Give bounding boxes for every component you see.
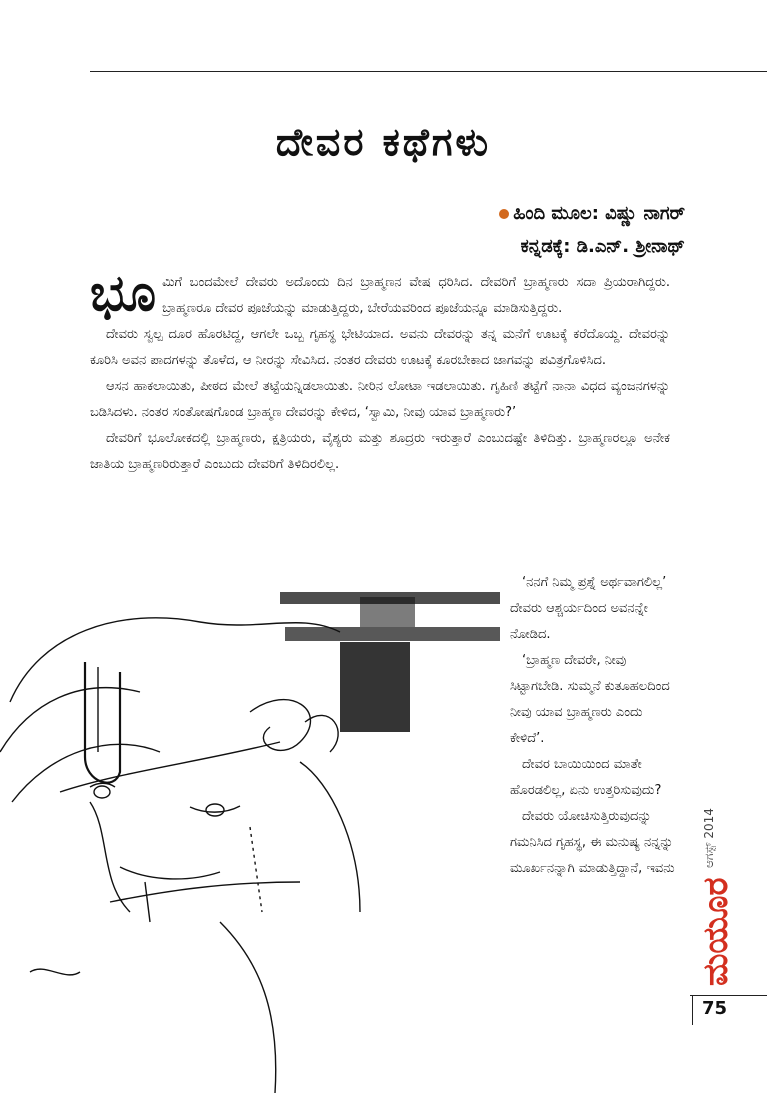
side-paragraph-2: ‘ಬ್ರಾಹ್ಮಣ ದೇವರೇ, ನೀವು ಸಿಟ್ಟಾಗಬೇಡಿ. ಸುಮ್ಮನೆ ಕುತೂಹಲದಿಂದ ನೀವು ಯಾವ ಬ್ರಾಹ್ಮಣರು ಎಂದು ಕೇಳಿದೆ’.	[510, 653, 670, 746]
magazine-logo	[687, 800, 743, 990]
article-credits	[499, 197, 685, 263]
bullet-icon	[499, 209, 509, 219]
paragraph-1-text: ಮಿಗೆ ಬಂದಮೇಲೆ ದೇವರು ಅದೊಂದು ದಿನ ಬ್ರಾಹ್ಮಣನ ವೇಷ ಧರಿಸಿದ. ದೇವರಿಗೆ ಬ್ರಾಹ್ಮಣರು ಸದಾ ಪ್ರಿಯರಾಗಿದ್ದರು. ಬ್ರಾಹ್ಮಣರೂ ದೇವರ ಪೂಜೆಯನ್ನು ಮಾಡುತ್ತಿದ್ದರು, ಬೇರೆಯವರಿಂದ ಪೂಜೆಯನ್ನೂ ಮಾಡಿಸುತ್ತಿದ್ದರು.	[162, 275, 670, 316]
sketch-illustration	[0, 582, 508, 1093]
credit-source-line	[499, 197, 685, 230]
side-column	[510, 570, 678, 882]
paragraph-4: ದೇವರಿಗೆ ಭೂಲೋಕದಲ್ಲಿ ಬ್ರಾಹ್ಮಣರು, ಕ್ಷತ್ರಿಯರು, ವೈಶ್ಯರು ಮತ್ತು ಶೂದ್ರರು ಇರುತ್ತಾರೆ ಎಂಬುದಷ್ಟೇ ತಿಳಿದಿತ್ತು. ಬ್ರಾಹ್ಮಣರಲ್ಲೂ ಅನೇಕ ಜಾತಿಯ ಬ್ರಾಹ್ಮಣರಿರುತ್ತಾರೆ ಎಂಬುದು ದೇವರಿಗೆ ತಿಳಿದಿರಲಿಲ್ಲ.	[90, 431, 670, 472]
article-title: ದೇವರ ಕಥೆಗಳು	[275, 120, 492, 165]
side-paragraph-3: ದೇವರ ಬಾಯಿಯಿಂದ ಮಾತೇ ಹೊರಡಲಿಲ್ಲ, ಏನು ಉತ್ತರಿಸುವುದು?	[510, 757, 662, 798]
side-paragraph-4: ದೇವರು ಯೋಚಿಸುತ್ತಿರುವುದನ್ನು ಗಮನಿಸಿದ ಗೃಹಸ್ಥ, ಈ ಮನುಷ್ಯ ನನ್ನನ್ನು ಮೂರ್ಖನನ್ನಾಗಿ ಮಾಡುತ್ತಿದ್ದಾನೆ, ಇವನು	[510, 809, 675, 876]
footer-divider	[692, 995, 693, 1025]
page-number: 75	[702, 998, 728, 1019]
credit-source: ಹಿಂದಿ ಮೂಲ: ವಿಷ್ಣು ನಾಗರ್	[513, 203, 685, 224]
paragraph-2: ದೇವರು ಸ್ವಲ್ಪ ದೂರ ಹೊರಟಿದ್ದ, ಆಗಲೇ ಒಬ್ಬ ಗೃಹಸ್ಥ ಭೇಟಿಯಾದ. ಅವನು ದೇವರನ್ನು ತನ್ನ ಮನೆಗೆ ಊಟಕ್ಕೆ ಕರೆದೊಯ್ದ. ದೇವರನ್ನು ಕೂರಿಸಿ ಅವನ ಪಾದಗಳನ್ನು ತೊಳೆದ, ಆ ನೀರನ್ನು ಸೇವಿಸಿದ. ನಂತರ ದೇವರು ಊಟಕ್ಕೆ ಕೂರಬೇಕಾದ ಜಾಗವನ್ನು ಪವಿತ್ರಗೊಳಿಸಿದ.	[90, 327, 670, 368]
magazine-logo-text: ಮಯೂರ	[696, 877, 736, 986]
footer-rule	[690, 995, 767, 996]
article-body	[90, 264, 670, 478]
side-paragraph-1: ‘ನನಗೆ ನಿಮ್ಮ ಪ್ರಶ್ನೆ ಅರ್ಥವಾಗಲಿಲ್ಲ’ ದೇವರು ಆಶ್ಚರ್ಯದಿಂದ ಅವನನ್ನೇ ನೋಡಿದ.	[510, 575, 667, 642]
top-rule	[90, 71, 767, 72]
paragraph-1	[90, 264, 670, 322]
issue-year: 2014	[702, 808, 716, 839]
issue-month: ಆಗಸ್ಟ್	[702, 842, 716, 868]
drop-cap: ಭೂ	[90, 264, 157, 322]
paragraph-3: ಆಸನ ಹಾಕಲಾಯಿತು, ಪೀಠದ ಮೇಲೆ ತಟ್ಟೆಯನ್ನಿಡಲಾಯಿತು. ನೀರಿನ ಲೋಟಾ ಇಡಲಾಯಿತು. ಗೃಹಿಣಿ ತಟ್ಟೆಗೆ ನಾನಾ ವಿಧದ ವ್ಯಂಜನಗಳನ್ನು ಬಡಿಸಿದಳು. ನಂತರ ಸಂತೋಷಗೊಂಡ ಬ್ರಾಹ್ಮಣ ದೇವರನ್ನು ಕೇಳಿದ, ‘ಸ್ವಾಮಿ, ನೀವು ಯಾವ ಬ್ರಾಹ್ಮಣರು?’	[90, 379, 670, 420]
credit-translator: ಕನ್ನಡಕ್ಕೆ: ಡಿ.ಎನ್. ಶ್ರೀನಾಥ್	[520, 236, 685, 257]
